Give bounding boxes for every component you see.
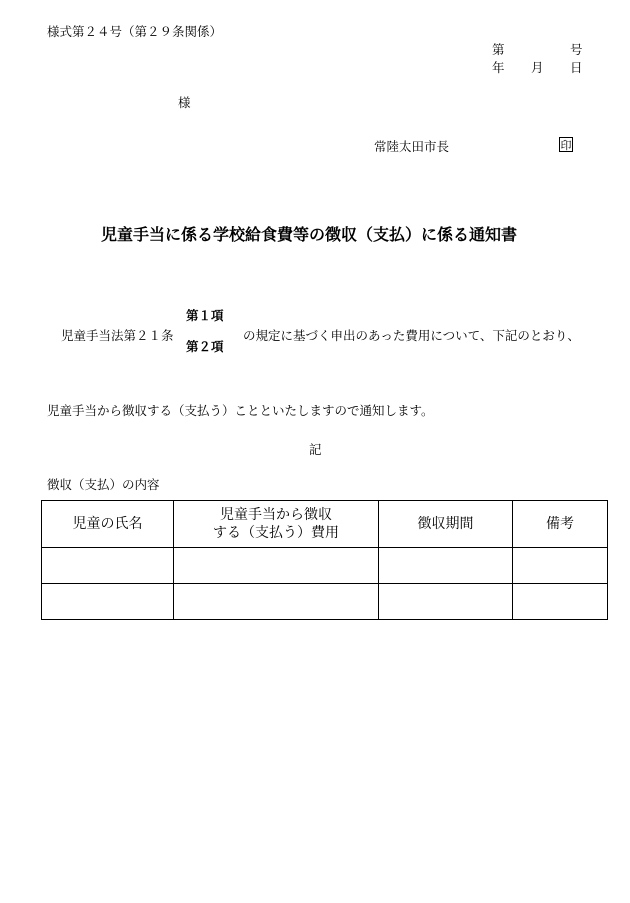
seal-icon: 印	[560, 139, 572, 152]
addressee-suffix: 様	[178, 95, 191, 110]
law-reference: 児童手当法第２１条	[61, 328, 174, 343]
table-cell[interactable]	[42, 548, 174, 584]
ki-marker: 記	[309, 442, 322, 457]
issuer: 常陸太田市長	[374, 139, 450, 154]
form-number: 様式第２４号（第２９条関係）	[47, 24, 223, 39]
clause-2: 第２項	[186, 339, 224, 354]
table-cell[interactable]	[379, 584, 513, 620]
notice-text: 児童手当から徴収する（支払う）ことといたしますので通知します。	[47, 403, 434, 418]
date-month: 月	[531, 60, 544, 75]
doc-number-prefix: 第	[492, 42, 505, 57]
header-remarks: 備考	[513, 501, 608, 548]
table-cell[interactable]	[174, 584, 379, 620]
table-row	[42, 548, 608, 584]
table-row	[42, 584, 608, 620]
document-title: 児童手当に係る学校給食費等の徴収（支払）に係る通知書	[101, 225, 518, 244]
header-fee	[174, 501, 379, 548]
date-day: 日	[570, 60, 583, 75]
table-cell[interactable]	[513, 584, 608, 620]
header-period: 徴収期間	[379, 501, 513, 548]
date-year: 年	[492, 60, 505, 75]
provision-text: の規定に基づく申出のあった費用について、下記のとおり、	[243, 328, 580, 343]
collection-table	[41, 500, 608, 620]
table-cell[interactable]	[379, 548, 513, 584]
header-fee-line-1: 児童手当から徴収	[220, 507, 332, 523]
table-header-row	[42, 501, 608, 548]
table-cell[interactable]	[42, 584, 174, 620]
clause-1: 第１項	[186, 308, 224, 323]
section-label: 徴収（支払）の内容	[47, 477, 160, 492]
header-fee-line-2: する（支払う）費用	[213, 525, 339, 541]
doc-number-suffix: 号	[570, 42, 583, 57]
header-child-name: 児童の氏名	[42, 501, 174, 548]
table-cell[interactable]	[174, 548, 379, 584]
table-cell[interactable]	[513, 548, 608, 584]
